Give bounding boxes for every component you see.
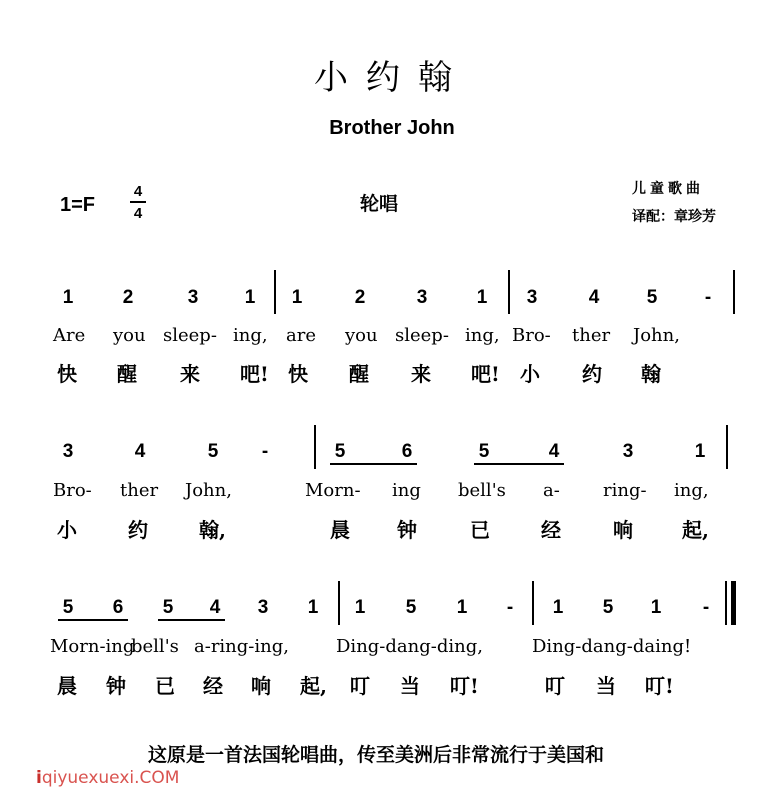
- lyric-en: Ding-dang-daing!: [532, 636, 692, 657]
- lyric-en: Bro-: [53, 480, 92, 501]
- key-signature: 1=F: [60, 194, 96, 216]
- lyric-cn: 来: [411, 362, 431, 386]
- lyric-cn: 当: [400, 674, 420, 698]
- bar-line: [532, 581, 534, 625]
- time-signature-top: 4: [133, 183, 143, 200]
- final-bar-thick: [731, 581, 736, 625]
- lyric-cn: 响: [251, 674, 271, 698]
- note: 4: [209, 597, 221, 618]
- lyric-en: ing,: [674, 480, 709, 501]
- lyric-cn: 翰,: [199, 518, 226, 542]
- note: 1: [694, 441, 706, 462]
- lyric-cn: 快: [57, 362, 77, 386]
- lyric-cn: 已: [155, 674, 175, 698]
- song-title-english: Brother John: [329, 117, 455, 139]
- note: 5: [334, 441, 346, 462]
- note: 1: [354, 597, 366, 618]
- bar-line: [726, 425, 728, 469]
- note: 1: [291, 287, 303, 308]
- bar-line: [314, 425, 316, 469]
- beam: [330, 463, 417, 465]
- lyric-en: sleep-: [163, 325, 217, 346]
- lyric-cn: 来: [180, 362, 200, 386]
- lyric-cn: 起,: [682, 518, 709, 542]
- note-dash: -: [702, 597, 710, 618]
- beam: [58, 619, 128, 621]
- lyric-cn: 醒: [349, 362, 369, 386]
- note: 4: [134, 441, 146, 462]
- lyric-en: ther: [572, 325, 611, 346]
- lyric-cn: 起,: [300, 674, 327, 698]
- beam: [474, 463, 564, 465]
- note: 5: [478, 441, 490, 462]
- bar-line: [274, 270, 276, 314]
- note: 5: [405, 597, 417, 618]
- watermark-text: qiyuexuexi.COM: [41, 768, 180, 788]
- lyric-cn: 响: [613, 518, 633, 542]
- note: 2: [122, 287, 134, 308]
- lyric-cn: 晨: [330, 518, 350, 542]
- note: 4: [548, 441, 560, 462]
- lyric-cn: 晨: [57, 674, 77, 698]
- bar-line: [508, 270, 510, 314]
- lyric-cn: 已: [470, 518, 490, 542]
- lyric-cn: 叮!: [450, 674, 479, 698]
- watermark: [36, 768, 179, 788]
- lyric-en: ther: [120, 480, 159, 501]
- lyric-en: Bro-: [512, 325, 551, 346]
- lyric-en: you: [345, 325, 378, 346]
- lyric-cn: 叮: [545, 674, 565, 698]
- lyric-en: Morn-: [305, 480, 361, 501]
- note: 1: [552, 597, 564, 618]
- credit-genre: 儿童歌曲: [632, 181, 704, 197]
- note: 1: [650, 597, 662, 618]
- lyric-en: sleep-: [395, 325, 449, 346]
- note: 1: [456, 597, 468, 618]
- note: 3: [416, 287, 428, 308]
- lyric-cn: 钟: [397, 518, 417, 542]
- lyric-cn: 快: [288, 362, 308, 386]
- note: 6: [401, 441, 413, 462]
- lyric-cn: 醒: [117, 362, 137, 386]
- note: 6: [112, 597, 124, 618]
- watermark-mark: i: [36, 768, 42, 788]
- lyric-en: Ding-dang-ding,: [336, 636, 483, 657]
- lyric-cn: 经: [203, 674, 223, 698]
- lyric-en: ring-: [603, 480, 647, 501]
- note: 1: [307, 597, 319, 618]
- note-dash: -: [506, 597, 514, 618]
- bar-line: [338, 581, 340, 625]
- lyric-en: a-: [543, 480, 560, 501]
- note: 5: [162, 597, 174, 618]
- note: 1: [244, 287, 256, 308]
- lyric-en: a-ring-ing,: [194, 636, 289, 657]
- lyric-en: you: [113, 325, 146, 346]
- lyric-cn: 小: [520, 362, 540, 386]
- note: 5: [207, 441, 219, 462]
- note: 2: [354, 287, 366, 308]
- lyric-en: John,: [633, 325, 680, 346]
- lyric-en: John,: [185, 480, 232, 501]
- song-title-chinese: 小约翰: [314, 58, 470, 98]
- bar-line: [733, 270, 735, 314]
- lyric-cn: 经: [541, 518, 561, 542]
- lyric-cn: 钟: [106, 674, 126, 698]
- lyric-en: Morn-ing: [50, 636, 135, 657]
- note: 4: [588, 287, 600, 308]
- note: 3: [526, 287, 538, 308]
- lyric-cn: 叮!: [645, 674, 674, 698]
- lyric-cn: 吧!: [240, 362, 269, 386]
- credit-arranger: 译配：章珍芳: [632, 209, 716, 225]
- note: 3: [62, 441, 74, 462]
- note: 5: [602, 597, 614, 618]
- lyric-cn: 叮: [350, 674, 370, 698]
- final-bar-thin: [725, 581, 727, 625]
- note: 3: [187, 287, 199, 308]
- lyric-cn: 当: [596, 674, 616, 698]
- performance-style: 轮唱: [360, 193, 399, 215]
- lyric-en: are: [286, 325, 316, 346]
- lyric-en: bell's: [131, 636, 179, 657]
- lyric-cn: 约: [128, 518, 148, 542]
- time-signature: [128, 183, 148, 222]
- footnote-text: 这原是一首法国轮唱曲，传至美洲后非常流行于美国和: [148, 744, 605, 766]
- lyric-cn: 约: [582, 362, 602, 386]
- lyric-cn: 吧!: [471, 362, 500, 386]
- note: 3: [622, 441, 634, 462]
- note-dash: -: [704, 287, 712, 308]
- lyric-en: ing,: [465, 325, 500, 346]
- lyric-en: ing: [392, 480, 421, 501]
- lyric-cn: 翰: [641, 362, 661, 386]
- note: 1: [62, 287, 74, 308]
- note: 5: [646, 287, 658, 308]
- lyric-en: Are: [53, 325, 86, 346]
- lyric-cn: 小: [57, 518, 77, 542]
- note: 3: [257, 597, 269, 618]
- note: 5: [62, 597, 74, 618]
- beam: [158, 619, 225, 621]
- note-dash: -: [261, 441, 269, 462]
- lyric-en: bell's: [458, 480, 506, 501]
- time-signature-bottom: 4: [133, 205, 143, 222]
- lyric-en: ing,: [233, 325, 268, 346]
- note: 1: [476, 287, 488, 308]
